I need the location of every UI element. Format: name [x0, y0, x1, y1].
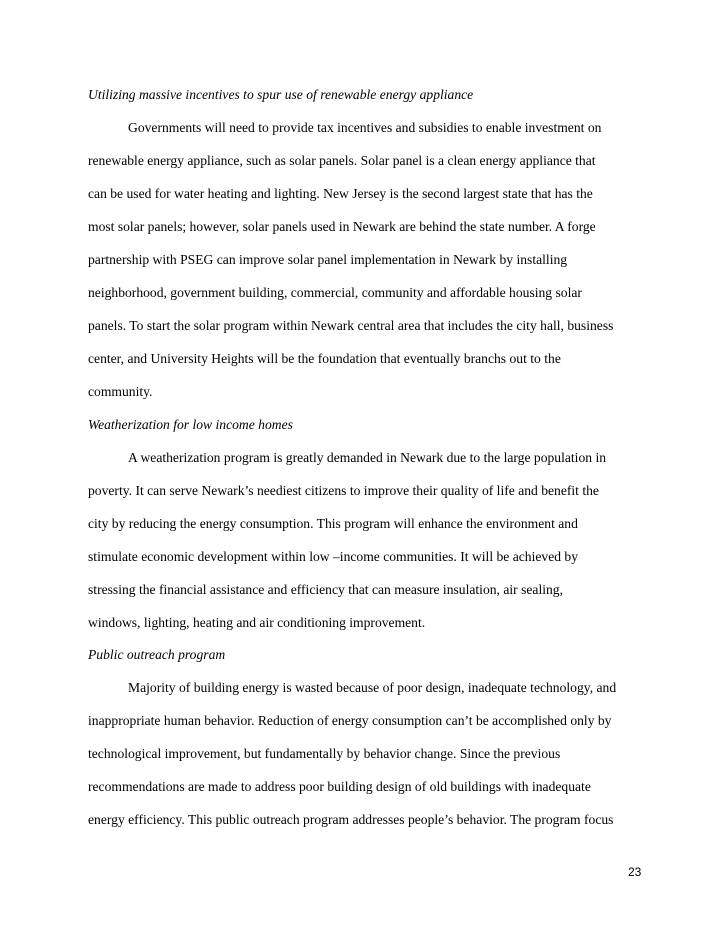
- page-number: 23: [628, 865, 642, 879]
- paragraph-line: inappropriate human behavior. Reduction of energy consumption can’t be accomplished only by: [88, 713, 612, 728]
- paragraph-line: neighborhood, government building, commercial, community and affordable housing solar: [88, 285, 582, 300]
- paragraph-line: technological improvement, but fundamentally by behavior change. Since the previous: [88, 746, 561, 761]
- paragraph-line: windows, lighting, heating and air conditioning improvement.: [88, 615, 426, 630]
- paragraph-line: stressing the financial assistance and efficiency that can measure insulation, air sealing,: [88, 582, 563, 597]
- paragraph-line: panels. To start the solar program within Newark central area that includes the city hall, business: [88, 318, 614, 333]
- paragraph-line: energy efficiency. This public outreach program addresses people’s behavior. The program focus: [88, 812, 614, 827]
- paragraph-line: most solar panels; however, solar panels used in Newark are behind the state number. A forge: [88, 219, 596, 234]
- section-heading-weatherization: Weatherization for low income homes: [88, 417, 293, 432]
- paragraph-line: Governments will need to provide tax incentives and subsidies to enable investment on: [128, 120, 602, 135]
- paragraph-line: partnership with PSEG can improve solar panel implementation in Newark by installing: [88, 252, 568, 267]
- paragraph-line: stimulate economic development within low –income communities. It will be achieved by: [88, 549, 579, 564]
- paragraph-line: city by reducing the energy consumption. This program will enhance the environment and: [88, 516, 578, 531]
- section-heading-outreach: Public outreach program: [88, 647, 226, 662]
- paragraph-line: renewable energy appliance, such as solar panels. Solar panel is a clean energy appliance that: [88, 153, 596, 168]
- paragraph-line: community.: [88, 384, 153, 399]
- section-heading-incentives: Utilizing massive incentives to spur use of renewable energy appliance: [88, 87, 474, 102]
- paragraph-line: A weatherization program is greatly demanded in Newark due to the large population in: [128, 450, 607, 465]
- paragraph-line: poverty. It can serve Newark’s neediest citizens to improve their quality of life and benefit the: [88, 483, 599, 498]
- paragraph-line: Majority of building energy is wasted because of poor design, inadequate technology, and: [128, 680, 617, 695]
- paragraph-line: recommendations are made to address poor building design of old buildings with inadequate: [88, 779, 591, 794]
- paragraph-line: can be used for water heating and lighting. New Jersey is the second largest state that has the: [88, 186, 593, 201]
- paragraph-line: center, and University Heights will be the foundation that eventually branchs out to the: [88, 351, 561, 366]
